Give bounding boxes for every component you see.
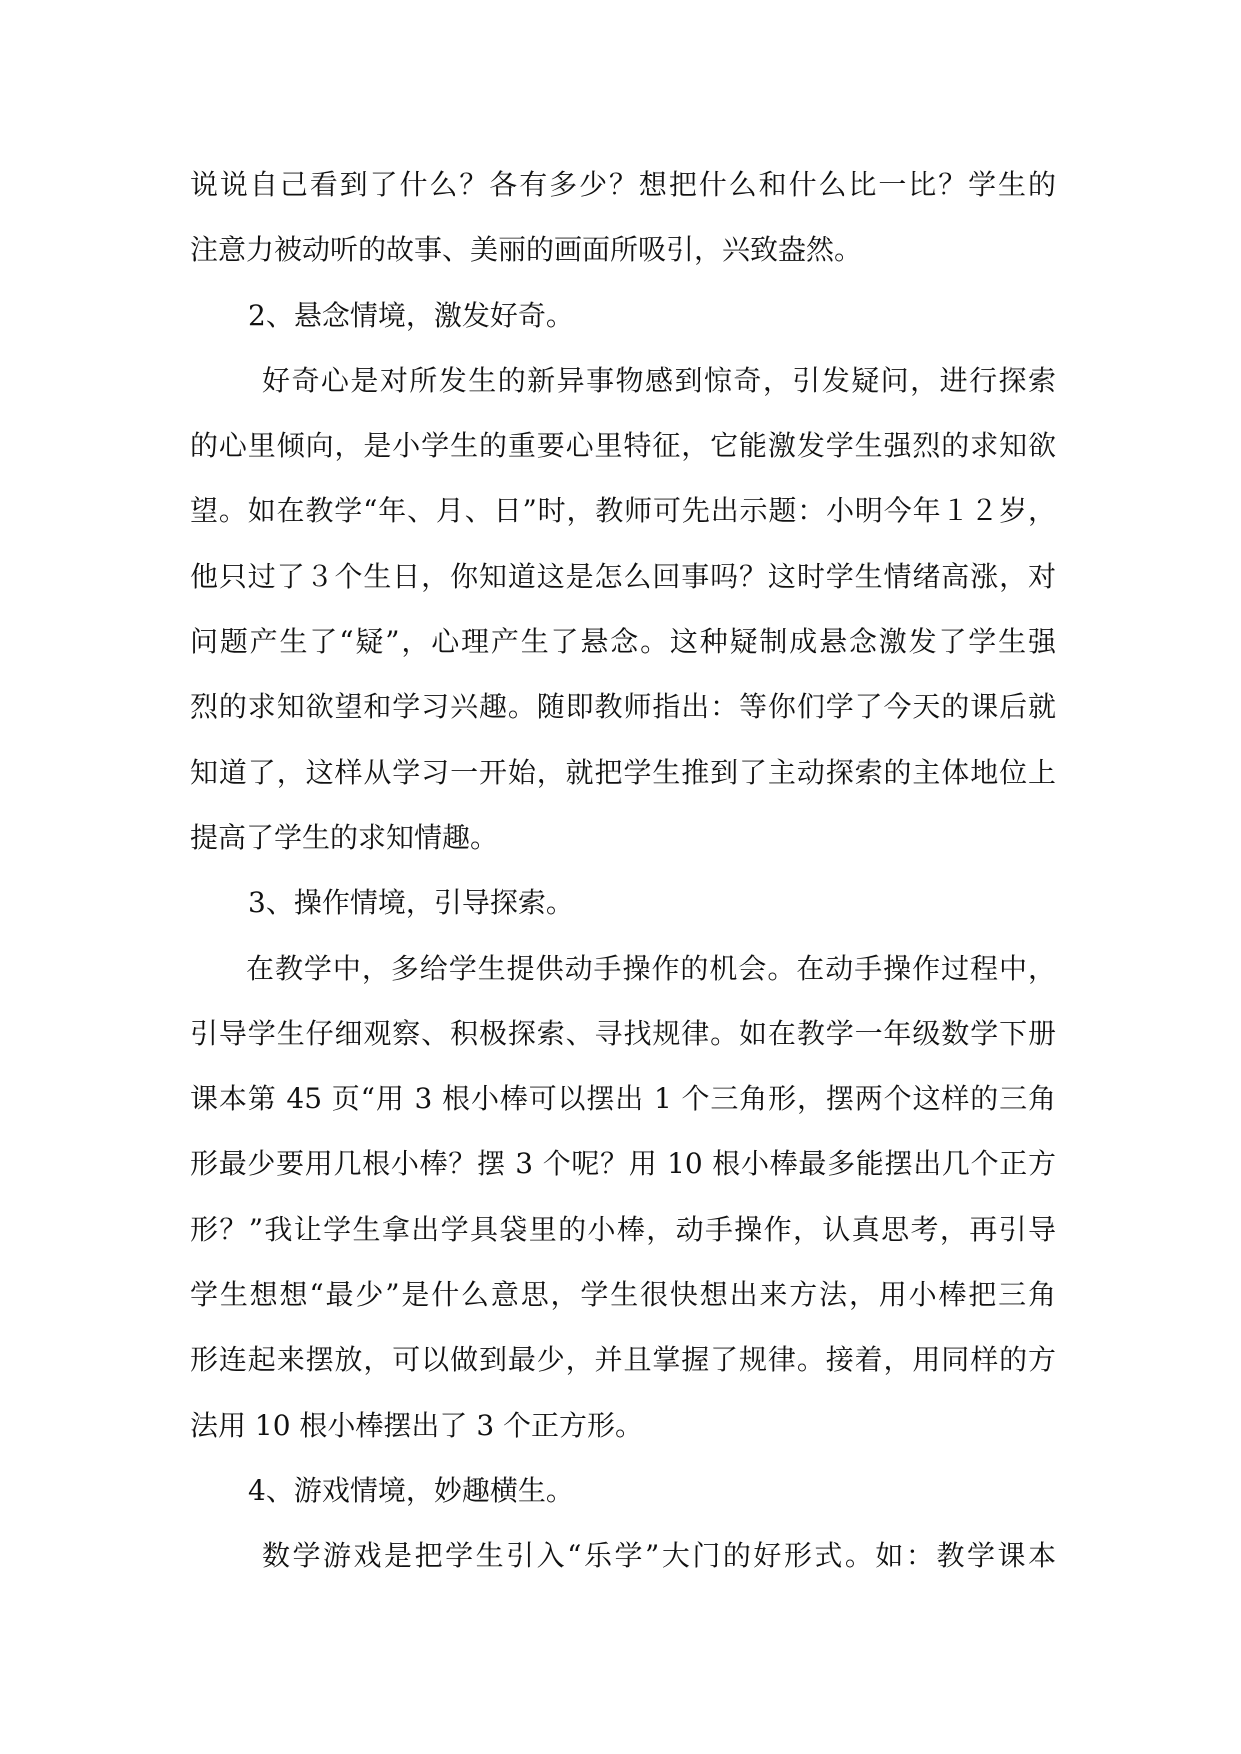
- text-line: 形？”我让学生拿出学具袋里的小棒，动手操作，认真思考，再引导: [190, 1212, 1056, 1246]
- text-line: 形最少要用几根小棒？摆 3 个呢？用 10 根小棒最多能摆出几个正方: [190, 1147, 1056, 1181]
- text-line: 说说自己看到了什么？各有多少？想把什么和什么比一比？学生的: [190, 168, 1056, 201]
- text-line: 形连起来摆放，可以做到最少，并且掌握了规律。接着，用同样的方: [190, 1343, 1056, 1377]
- text-line: 好奇心是对所发生的新异事物感到惊奇，引发疑问，进行探索: [262, 363, 1056, 397]
- text-line: 知道了，这样从学习一开始，就把学生推到了主动探索的主体地位上: [190, 755, 1056, 789]
- section-heading: 3、操作情境，引导探索。: [248, 886, 574, 920]
- text-line: 注意力被动听的故事、美丽的画面所吸引，兴致盎然。: [190, 233, 863, 267]
- text-line: 学生想想“最少”是什么意思，学生很快想出来方法，用小棒把三角: [190, 1278, 1056, 1312]
- text-line: 提高了学生的求知情趣。: [190, 820, 499, 854]
- text-line: 法用 10 根小棒摆出了 3 个正方形。: [190, 1408, 644, 1442]
- section-heading: 2、悬念情境，激发好奇。: [248, 298, 574, 332]
- text-line: 问题产生了“疑”，心理产生了悬念。这种疑制成悬念激发了学生强: [190, 625, 1056, 659]
- text-line: 数学游戏是把学生引入“乐学”大门的好形式。如：教学课本: [262, 1539, 1056, 1573]
- text-line: 课本第 45 页“用 3 根小棒可以摆出 1 个三角形，摆两个这样的三角: [190, 1082, 1056, 1116]
- text-line: 望。如在教学“年、月、日”时，教师可先出示题：小明今年１２岁，: [190, 494, 1056, 528]
- section-heading: 4、游戏情境，妙趣横生。: [248, 1473, 574, 1507]
- text-line: 他只过了３个生日，你知道这是怎么回事吗？这时学生情绪高涨，对: [190, 559, 1056, 593]
- text-line: 的心里倾向，是小学生的重要心里特征，它能激发学生强烈的求知欲: [190, 429, 1056, 463]
- text-line: 在教学中，多给学生提供动手操作的机会。在动手操作过程中，: [246, 951, 1056, 985]
- document-body: [190, 152, 1056, 1589]
- text-line: 引导学生仔细观察、积极探索、寻找规律。如在教学一年级数学下册: [190, 1016, 1056, 1050]
- text-line: 烈的求知欲望和学习兴趣。随即教师指出：等你们学了今天的课后就: [190, 690, 1056, 724]
